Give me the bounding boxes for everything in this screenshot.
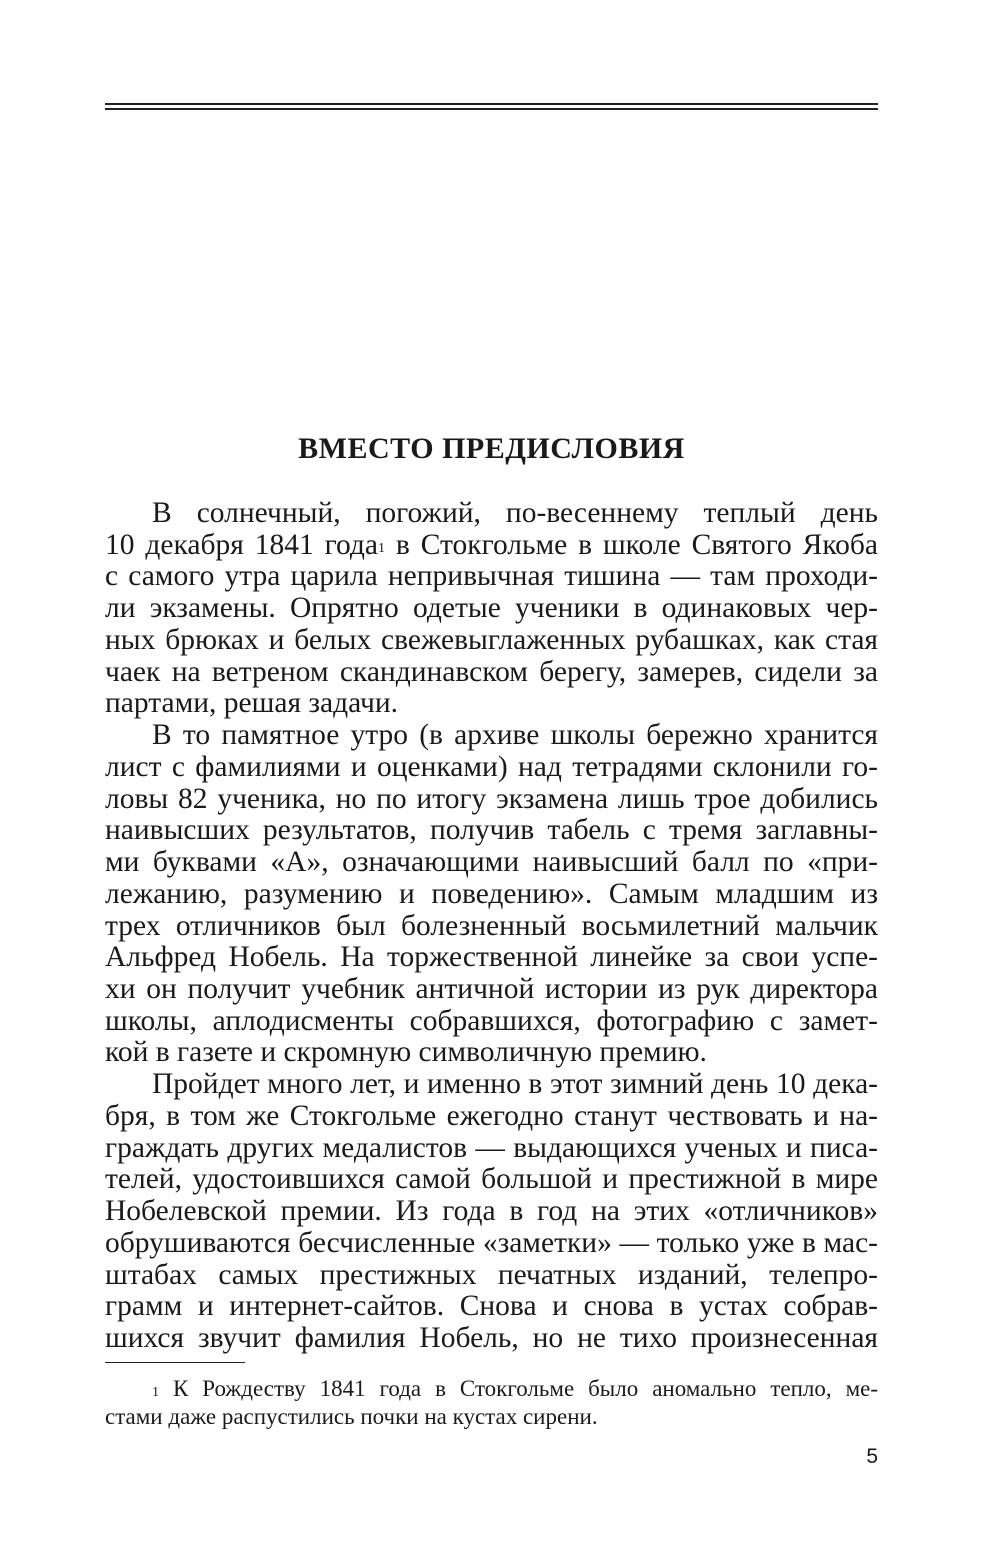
p1-line-3: с самого утра царила непривычная тишина — там проходи- xyxy=(105,560,878,592)
p2-line-1: В то памятное утро (в архиве школы бережно хранится xyxy=(152,719,878,751)
p1-line-2-rest: в Стокгольме в школе Святого Якоба xyxy=(384,529,879,561)
p1-line-7: партами, решая задачи. xyxy=(105,687,399,719)
page-number: 5 xyxy=(866,1445,878,1468)
p3-line-5: Нобелевской премии. Из года в год на этих «отличников» xyxy=(105,1195,878,1227)
footnote-rule xyxy=(105,1362,245,1363)
p3-line-6: обрушиваются бесчисленные «заметки» — только уже в мас- xyxy=(105,1227,878,1259)
p2-line-9: хи он получит учебник античной истории из рук директора xyxy=(105,973,878,1005)
p3-line-7: штабах самых престижных печатных изданий, телепро- xyxy=(105,1259,878,1291)
p1-line-5: ных брюках и белых свежевыглаженных рубашках, как стая xyxy=(105,624,878,656)
p2-line-7: трех отличников был болезненный восьмилетний мальчик xyxy=(105,910,878,942)
p2-line-3: ловы 82 ученика, но по итогу экзамена лишь трое добились xyxy=(105,783,878,815)
p2-line-4: наивысших результатов, получив табель с тремя заглавны- xyxy=(105,814,878,846)
p3-line-8: грамм и интернет-сайтов. Снова и снова в устах собрав- xyxy=(105,1290,878,1322)
p1-line-4: ли экзамены. Опрятно одетые ученики в одинаковых чер- xyxy=(105,592,878,624)
top-rule-1 xyxy=(105,103,878,105)
p2-line-11: кой в газете и скромную символичную премию. xyxy=(105,1036,707,1068)
footnote-line-1 xyxy=(152,1375,878,1403)
p2-line-6: лежанию, разумению и поведению». Самым младшим из xyxy=(105,878,878,910)
chapter-heading: ВМЕСТО ПРЕДИСЛОВИЯ xyxy=(298,432,685,465)
p2-line-10: школы, аплодисменты собравшихся, фотографию с замет- xyxy=(105,1005,878,1037)
p3-line-4: телей, удостоившихся самой большой и престижной в мире xyxy=(105,1163,878,1195)
p2-line-8: Альфред Нобель. На торжественной линейке за свои успе- xyxy=(105,941,878,973)
footnote-line-2: стами даже распустились почки на кустах сирени. xyxy=(105,1404,598,1429)
p3-line-3: граждать других медалистов — выдающихся ученых и писа- xyxy=(105,1132,878,1164)
p1-line-1: В солнечный, погожий, по-весеннему теплый день xyxy=(152,497,878,529)
p3-line-9: шихся звучит фамилия Нобель, но не тихо произнесенная xyxy=(105,1322,878,1354)
p3-line-1: Пройдет много лет, и именно в этот зимний день 10 дека- xyxy=(152,1068,878,1100)
p1-line-2-text: 10 декабря 1841 года xyxy=(105,529,378,561)
top-rule-2 xyxy=(105,108,878,110)
p1-line-2 xyxy=(105,529,878,561)
p3-line-2: бря, в том же Стокгольме ежегодно станут чествовать и на- xyxy=(105,1100,878,1132)
footnote-marker: 1 xyxy=(152,1385,159,1400)
p2-line-5: ми буквами «А», означающими наивысший балл по «при- xyxy=(105,846,878,878)
footnote-ref: 1 xyxy=(377,541,385,556)
p2-line-2: лист с фамилиями и оценками) над тетрадями склонили го- xyxy=(105,751,878,783)
p1-line-6: чаек на ветреном скандинавском берегу, замерев, сидели за xyxy=(105,656,878,688)
footnote-line-1-text: К Рождеству 1841 года в Стокгольме было аномально тепло, ме- xyxy=(159,1376,878,1401)
